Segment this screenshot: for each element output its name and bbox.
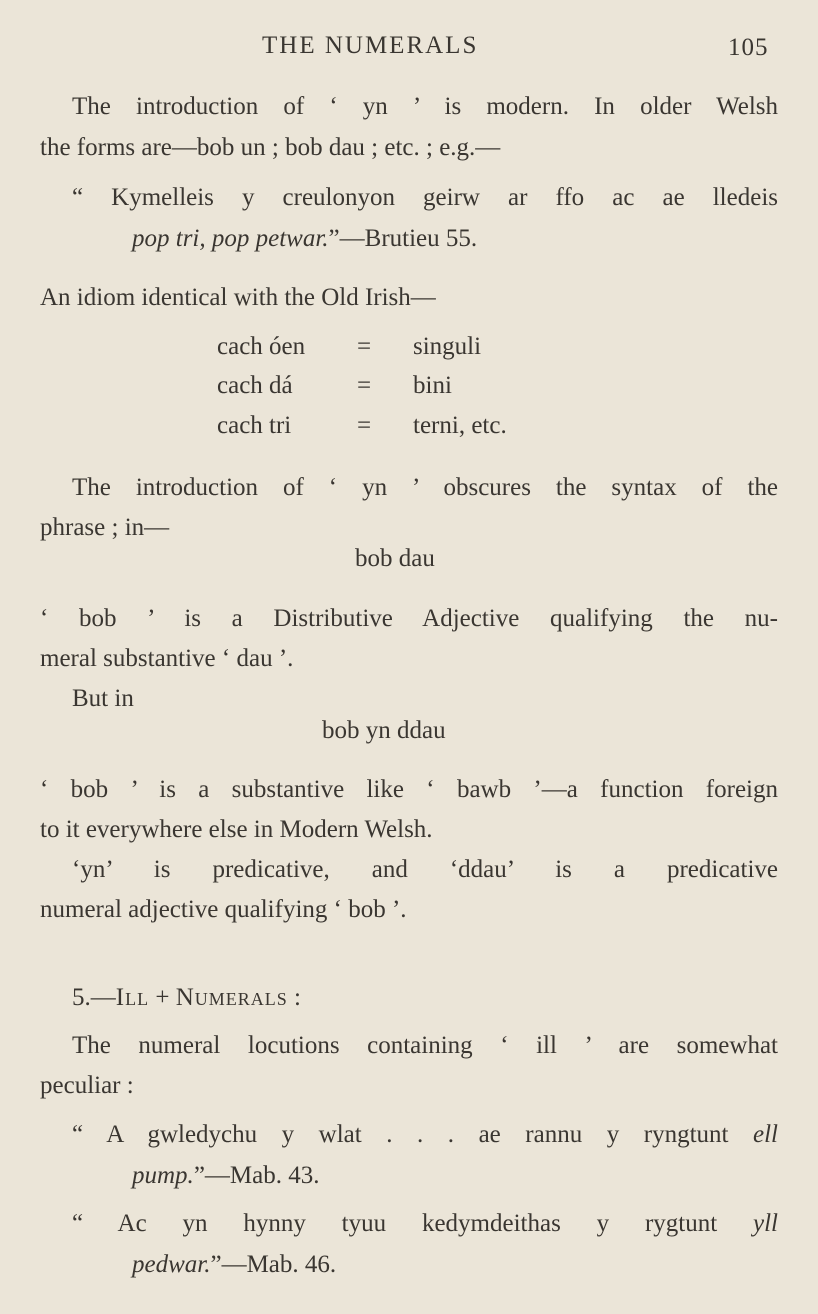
quote1-line1: “ Kymelleis y creulonyon geirw ar ffo ac ae lledeis	[72, 184, 778, 211]
equivalence-left: cach dá	[217, 372, 293, 399]
equals-sign: =	[357, 333, 372, 360]
para6-line2: peculiar :	[40, 1072, 134, 1099]
quote1-line2	[132, 224, 477, 254]
para3-line2: phrase ; in—	[40, 514, 170, 541]
section-number: 5.—	[72, 984, 116, 1011]
quote3-citation: ”—Mab. 46.	[210, 1251, 337, 1278]
quote1-citation: ”—Brutieu 55.	[328, 225, 478, 252]
para6-line1: The numeral locutions containing ‘ ill ’ are somewhat	[72, 1032, 778, 1059]
quote1-italic: pop tri, pop petwar.	[132, 225, 329, 252]
para5-line1: ‘ bob ’ is a substantive like ‘ bawb ’—a function foreign	[40, 776, 778, 803]
para4-line3: But in	[72, 685, 134, 712]
equivalence-right: terni, etc.	[413, 412, 507, 439]
para4-example: bob yn ddau	[322, 717, 446, 744]
para1-line2: the forms are—bob un ; bob dau ; etc. ; e.g.—	[40, 134, 501, 161]
equivalence-right: bini	[413, 372, 452, 399]
quote2-line1	[72, 1120, 778, 1150]
section-title-ill: Ill	[115, 984, 150, 1011]
plus-sign: +	[149, 984, 176, 1011]
quote2-citation: ”—Mab. 43.	[193, 1162, 320, 1189]
quote2-italic-pump: pump.	[132, 1162, 194, 1189]
quote3-italic-yll: yll	[753, 1210, 778, 1237]
equals-sign: =	[357, 372, 372, 399]
quote2-text: “ A gwledychu y wlat . . . ae rannu y ryngtunt	[72, 1121, 729, 1148]
para5-line2: to it everywhere else in Modern Welsh.	[40, 816, 433, 843]
quote3-line2	[132, 1250, 336, 1280]
equals-sign: =	[357, 412, 372, 439]
quote3-italic-pedwar: pedwar.	[132, 1251, 211, 1278]
section-heading	[72, 983, 301, 1013]
running-header-title: THE NUMERALS	[262, 32, 479, 59]
quote3-text: “ Ac yn hynny tyuu kedymdeithas y rygtunt	[72, 1210, 718, 1237]
para4-line1: ‘ bob ’ is a Distributive Adjective qualifying the nu-	[40, 605, 778, 632]
para2-line1: An idiom identical with the Old Irish—	[40, 284, 436, 311]
equivalence-left: cach óen	[217, 333, 306, 360]
para1-line1: The introduction of ‘ yn ’ is modern. In older Welsh	[72, 93, 778, 120]
quote3-line1	[72, 1209, 778, 1239]
para5-line4: numeral adjective qualifying ‘ bob ’.	[40, 896, 407, 923]
section-title-numerals: Numerals	[175, 984, 288, 1011]
quote2-line2	[132, 1161, 319, 1191]
para3-line1: The introduction of ‘ yn ’ obscures the syntax of the	[72, 474, 778, 501]
quote2-italic-ell: ell	[753, 1121, 778, 1148]
section-colon: :	[287, 984, 301, 1011]
para5-line3: ‘yn’ is predicative, and ‘ddau’ is a predicative	[72, 856, 778, 883]
equivalence-left: cach tri	[217, 412, 292, 439]
para4-line2: meral substantive ‘ dau ’.	[40, 645, 294, 672]
page-number: 105	[728, 34, 769, 61]
equivalence-right: singuli	[413, 333, 482, 360]
para3-example: bob dau	[355, 545, 435, 572]
